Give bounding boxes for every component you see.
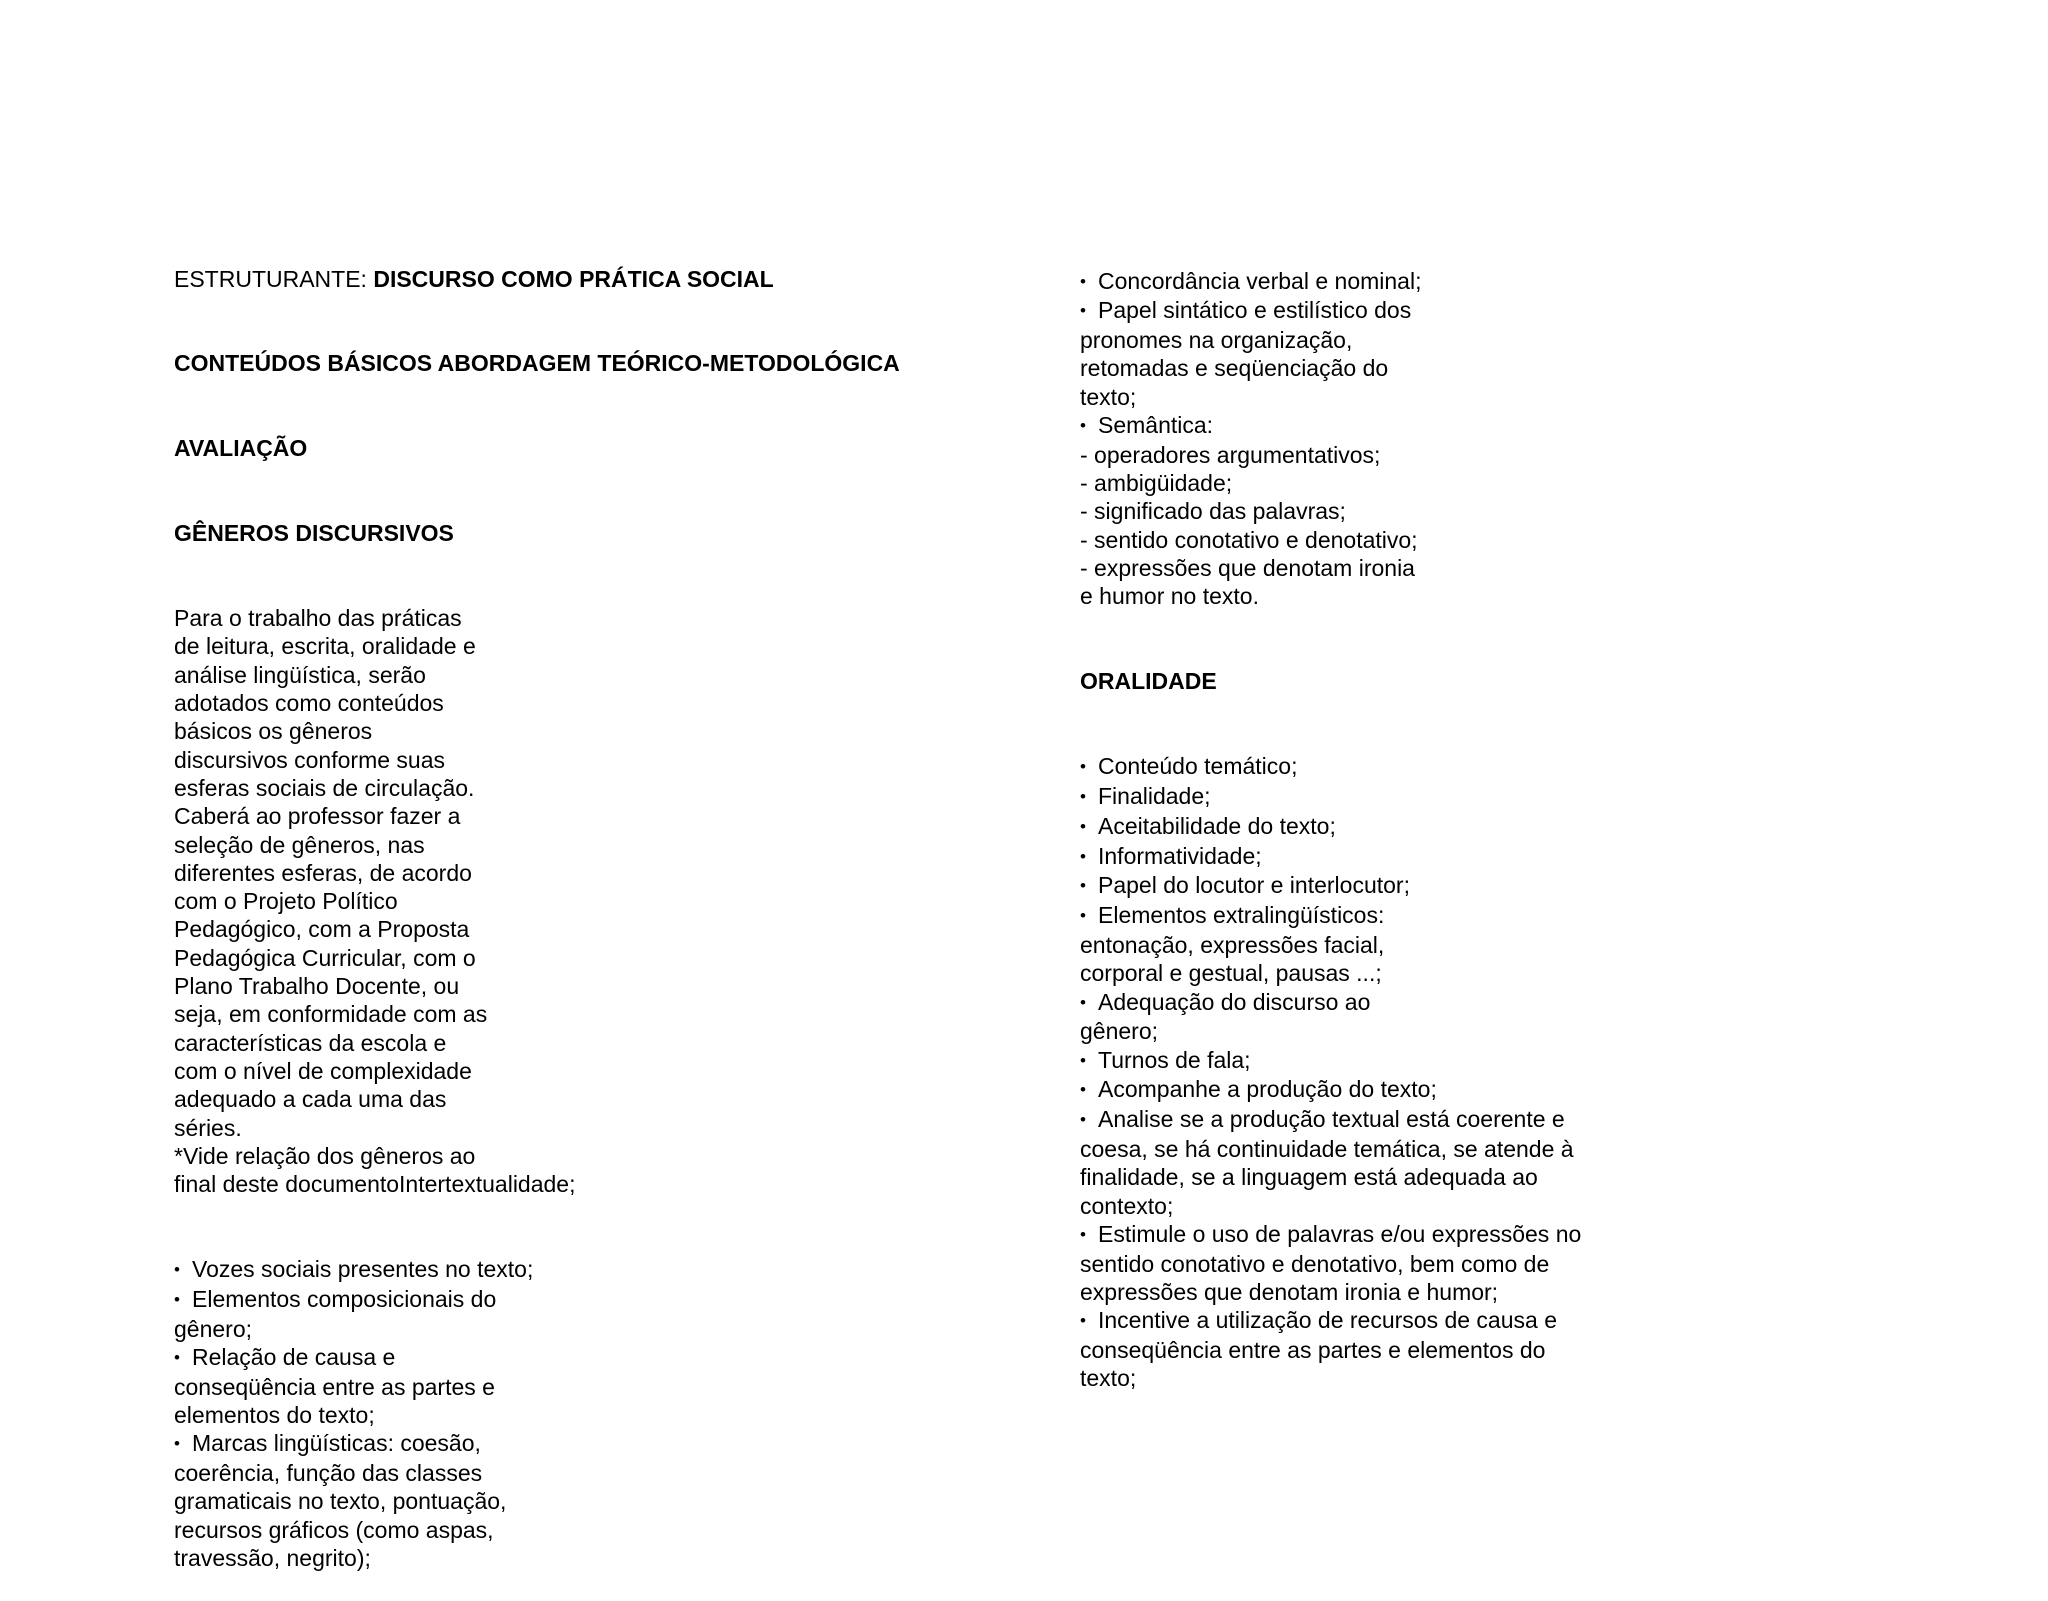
text-line: características da escola e [174,1029,447,1056]
oralidade-bullet-list [1080,752,1581,1393]
text-line: Caberá ao professor fazer a [174,803,461,830]
list-item-continuation: elementos do texto; [174,1401,375,1428]
text-line: esferas sociais de circulação. [174,774,475,801]
bullet-icon: • [1080,757,1086,777]
bullet-icon: • [174,1289,180,1309]
list-item-continuation: coesa, se há continuidade temática, se atende à [1080,1136,1574,1162]
text-line: discursivos conforme suas [174,746,445,773]
text-line: diferentes esferas, de acordo [174,859,472,886]
list-item-continuation: gênero; [1080,1018,1159,1045]
list-item-text: Finalidade; [1098,782,1211,809]
list-item-first-line [1080,1046,1581,1076]
list-item-continuation: entonação, expressões facial, [1080,931,1385,958]
list-item-first-line [1080,267,1581,297]
list-item-first-line [174,1343,900,1373]
structuring-axis-line [174,265,900,293]
bullet-icon: • [1080,301,1086,321]
list-item-first-line [174,1429,900,1459]
list-item-text: Analise se a produção textual está coerente e [1098,1106,1565,1133]
text-line: com o Projeto Político [174,888,398,915]
list-item-text: Informatividade; [1098,842,1262,869]
list-item [174,1285,900,1343]
list-item [1080,267,1581,297]
list-item-continuation: corporal e gestual, pausas ...; [1080,960,1382,987]
text-line: séries. [174,1114,242,1141]
list-item-first-line [1080,1306,1581,1336]
list-item-continuation: conseqüência entre as partes e [174,1373,495,1400]
list-item-text: Papel do locutor e interlocutor; [1098,872,1410,899]
list-item-continuation: texto; [1080,383,1137,410]
list-item-first-line [174,1255,900,1285]
bullet-icon: • [1080,271,1086,291]
list-item-continuation: - sentido conotativo e denotativo; [1080,526,1418,553]
list-item-continuation: conseqüência entre as partes e elementos do [1080,1337,1546,1364]
list-item-continuation: texto; [1080,1365,1137,1392]
bullet-icon: • [1080,992,1086,1012]
list-item-text: Semântica: [1098,412,1214,439]
list-item-continuation: sentido conotativo e denotativo, bem como de [1080,1250,1550,1277]
list-item-text: Acompanhe a produção do texto; [1098,1076,1437,1103]
list-item-continuation: gênero; [174,1315,253,1342]
list-item-text: Vozes sociais presentes no texto; [192,1255,534,1282]
list-item-text: Adequação do discurso ao [1098,988,1371,1015]
list-item-continuation: - operadores argumentativos; [1080,441,1381,468]
bullet-icon: • [174,1347,180,1367]
table-header-line-2: AVALIAÇÃO [174,435,308,462]
list-item-continuation: travessão, negrito); [174,1544,371,1571]
list-item [174,1343,900,1429]
list-item-first-line [1080,752,1581,782]
text-line: adequado a cada uma das [174,1086,447,1113]
bullet-icon: • [1080,416,1086,436]
list-item-continuation: gramaticais no texto, pontuação, [174,1488,507,1515]
text-line: final deste documentoIntertextualidade; [174,1171,576,1198]
list-item-text: Elementos extralingüísticos: [1098,902,1385,929]
list-item-continuation: e humor no texto. [1080,583,1259,610]
list-item-text: Papel sintático e estilístico dos [1098,297,1412,324]
bullet-icon: • [1080,1080,1086,1100]
list-item-text: Concordância verbal e nominal; [1098,267,1422,294]
text-line: seja, em conformidade com as [174,1001,488,1028]
list-item [174,1429,900,1572]
text-line: com o nível de complexidade [174,1057,472,1084]
list-item-first-line [174,1285,900,1315]
bullet-icon: • [1080,1311,1086,1331]
list-item-continuation: recursos gráficos (como aspas, [174,1516,494,1543]
list-item-first-line [1080,901,1581,931]
list-item-text: Incentive a utilização de recursos de causa e [1098,1307,1557,1334]
section-title-oralidade: ORALIDADE [1080,668,1217,695]
list-item-first-line [1080,411,1581,441]
bullet-icon: • [1080,816,1086,836]
left-bullet-list [174,1255,900,1572]
list-item [1080,752,1581,782]
bullet-icon: • [1080,906,1086,926]
list-item-first-line [1080,296,1581,326]
bullet-icon: • [1080,1224,1086,1244]
list-item-text: Relação de causa e [192,1343,396,1370]
list-item-continuation: coerência, função das classes [174,1460,483,1487]
bullet-icon: • [1080,846,1086,866]
list-item [174,1255,900,1285]
bullet-icon: • [174,1259,180,1279]
list-item [1080,296,1581,411]
list-item-first-line [1080,988,1581,1018]
section-title-generos: GÊNEROS DISCURSIVOS [174,520,454,547]
list-item [1080,1075,1581,1105]
list-item-first-line [1080,842,1581,872]
list-item-text: Turnos de fala; [1098,1046,1251,1073]
text-line: Pedagógico, com a Proposta [174,916,470,943]
list-item-first-line [1080,782,1581,812]
list-item [1080,871,1581,901]
list-item-continuation: contexto; [1080,1192,1174,1219]
bullet-icon: • [1080,1110,1086,1130]
bullet-icon: • [1080,876,1086,896]
list-item-continuation: expressões que denotam ironia e humor; [1080,1278,1499,1305]
right-column [1080,210,1581,1421]
list-item-continuation: pronomes na organização, [1080,327,1353,354]
text-line: Plano Trabalho Docente, ou [174,973,460,1000]
list-item-first-line [1080,871,1581,901]
left-column [174,208,900,1601]
text-line: *Vide relação dos gêneros ao [174,1142,476,1169]
text-line: Pedagógica Curricular, com o [174,944,476,971]
list-item-first-line [1080,1075,1581,1105]
list-item-first-line [1080,1220,1581,1250]
structuring-value: DISCURSO COMO PRÁTICA SOCIAL [373,265,774,292]
list-item [1080,988,1581,1046]
intro-paragraph [174,604,900,1198]
list-item [1080,1220,1581,1306]
list-item [1080,812,1581,842]
bullet-icon: • [174,1434,180,1454]
list-item-text: Estimule o uso de palavras e/ou expressões no [1098,1220,1582,1247]
text-line: básicos os gêneros [174,718,373,745]
text-line: Para o trabalho das práticas [174,605,462,632]
list-item-first-line [1080,812,1581,842]
list-item [1080,901,1581,987]
right-bullet-list-top [1080,267,1581,611]
list-item-continuation: - expressões que denotam ironia [1080,555,1415,582]
list-item [1080,842,1581,872]
list-item [1080,1046,1581,1076]
list-item [1080,782,1581,812]
text-line: análise lingüística, serão [174,661,426,688]
list-item [1080,1105,1581,1220]
list-item-continuation: - ambigüidade; [1080,470,1233,497]
structuring-label: ESTRUTURANTE: [174,265,374,292]
list-item-first-line [1080,1105,1581,1135]
list-item-text: Aceitabilidade do texto; [1098,812,1336,839]
bullet-icon: • [1080,786,1086,806]
text-line: seleção de gêneros, nas [174,831,425,858]
list-item [1080,411,1581,611]
list-item-continuation: finalidade, se a linguagem está adequada ao [1080,1164,1538,1191]
list-item-text: Marcas lingüísticas: coesão, [192,1430,481,1457]
bullet-icon: • [1080,1050,1086,1070]
list-item-continuation: retomadas e seqüenciação do [1080,355,1389,382]
list-item-text: Elementos composicionais do [192,1285,497,1312]
text-line: de leitura, escrita, oralidade e [174,633,476,660]
list-item [1080,1306,1581,1392]
table-header-line-1: CONTEÚDOS BÁSICOS ABORDAGEM TEÓRICO-METODOLÓGICA [174,350,900,377]
text-line: adotados como conteúdos [174,690,444,717]
list-item-text: Conteúdo temático; [1098,753,1298,780]
list-item-continuation: - significado das palavras; [1080,498,1346,525]
